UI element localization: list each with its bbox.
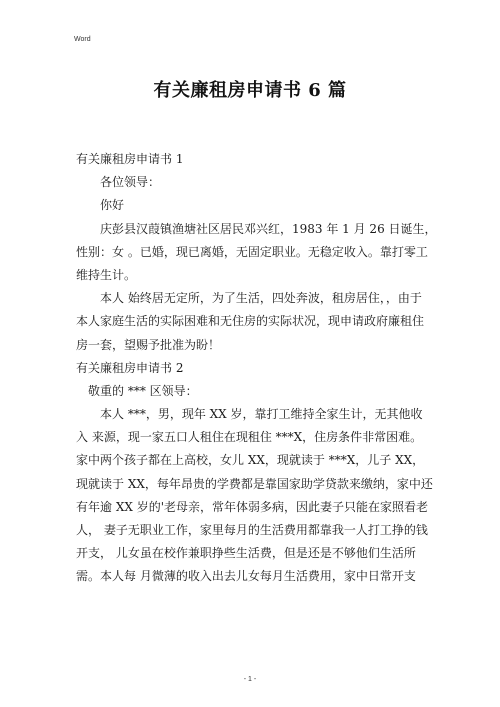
body-line: 房一套，望赐予批准为盼！ (76, 337, 221, 352)
body-line: 有关廉租房申请书 1 (76, 152, 184, 166)
body-line: 各位领导： (76, 175, 161, 190)
body-line: 有年逾 XX 岁的'老母亲，常年体弱多病，因此妻子只能在家照看老 (76, 499, 429, 514)
page-number: - 1 - (243, 676, 257, 683)
body-line: 性别：女 。已婚，现已离婚，无固定职业。无稳定收入。靠打零工 (76, 244, 428, 259)
body-line: 开支， 儿女虽在校作兼职挣些生活费，但是还是不够他们生活所 (76, 546, 416, 561)
body-line: 现就读于 XX，每年昂贵的学费都是靠国家助学贷款来缴纳，家中还 (76, 476, 433, 491)
body-line: 有关廉租房申请书 2 (76, 360, 184, 375)
body-line: 人， 妻子无职业工作，家里每月的生活费用都靠我一人打工挣的钱 (76, 523, 428, 537)
body-line: 入 来源，现一家五口人租住在现租住 ***X，住房条件非常困难。 (76, 430, 423, 445)
body-line: 本人 ***，男，现年 XX 岁，靠打工维持全家生计，无其他收 (76, 407, 423, 422)
body-line: 敬重的 *** 区领导： (76, 383, 198, 398)
body-line: 需。本人每 月微薄的收入出去儿女每月生活费用，家中日常开支 (76, 569, 416, 584)
body-line: 你好 (76, 198, 125, 213)
body-line: 庆彭县汉葭镇渔塘社区居民邓兴红，1983 年 1 月 26 日诞生， (76, 221, 437, 236)
body-line: 本人 始终居无定所，为了生活，四处奔波，租房居住，，由于 (76, 291, 422, 306)
body-line: 维持生计。 (76, 267, 137, 282)
document-body (76, 148, 437, 589)
app-label: Word (74, 36, 91, 43)
document-title: 有关廉租房申请书 6 篇 (153, 80, 347, 101)
body-line: 本人家庭生活的实际困难和无住房的实际状况，现申请政府廉租住 (76, 314, 425, 329)
body-line: 家中两个孩子都在上高校，女儿 XX，现就读于 ***X，儿子 XX， (76, 453, 425, 468)
